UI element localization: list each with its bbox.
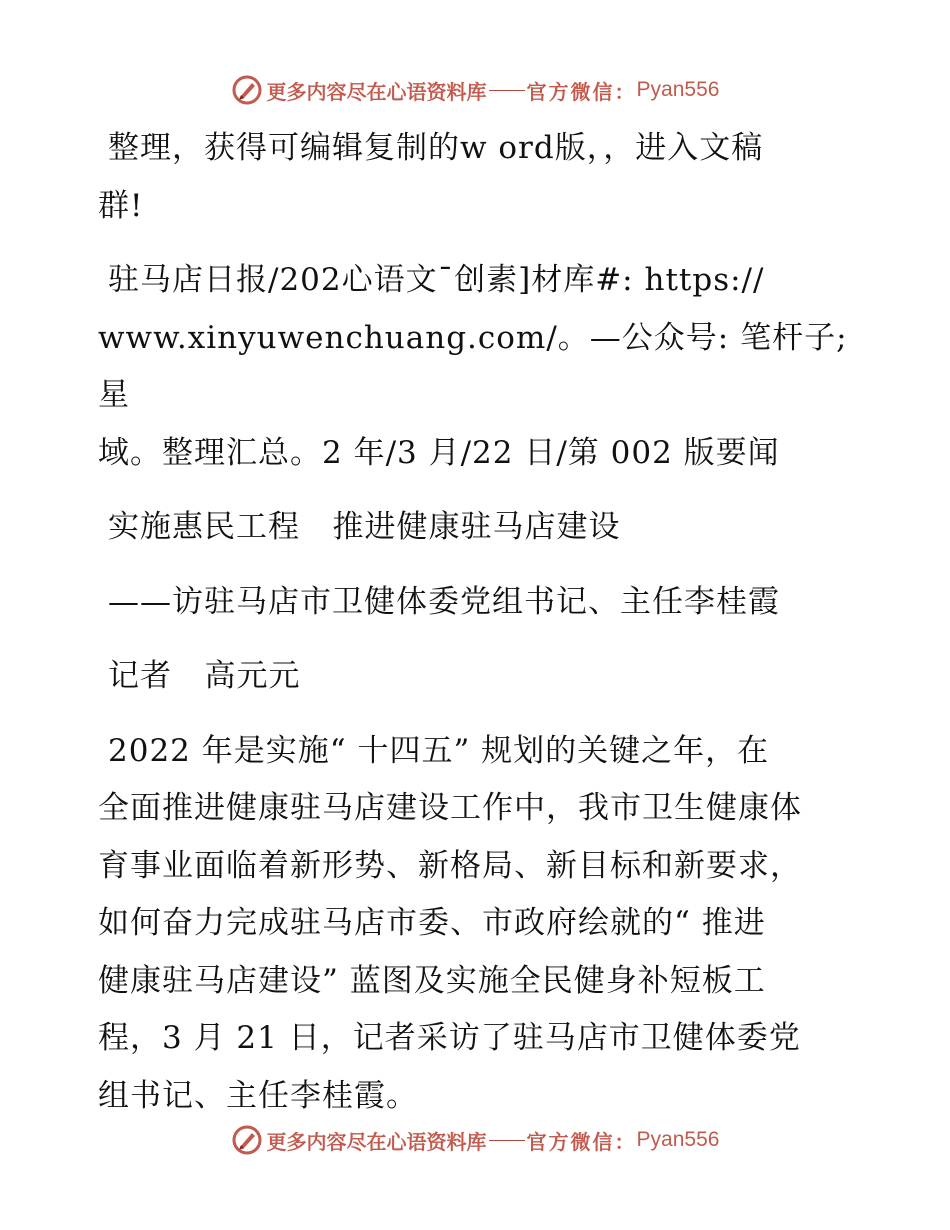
article-subtitle: [98, 574, 858, 632]
text-line: 程，3 月 21 日，记者采访了驻马店市卫健体委党: [98, 1020, 801, 1056]
text-line: 健康驻马店建设” 蓝图及实施全民健身补短板工: [98, 962, 766, 999]
banner-divider: [489, 90, 525, 91]
text-line: www.xinyuwenchuang.com/。—公众号: 笔杆子;星: [98, 319, 848, 413]
text-line: ——访驻马店市卫健体委党组书记、主任李桂霞: [108, 583, 780, 620]
text-line: 群!: [98, 187, 144, 224]
pen-logo-icon: [231, 1124, 263, 1156]
banner-divider: [489, 1140, 525, 1141]
document-body: [98, 120, 858, 1125]
paragraph-notice: [98, 120, 858, 235]
footer-banner: [0, 1120, 950, 1160]
pen-logo-icon: [231, 74, 263, 106]
paragraph-source: [98, 252, 858, 482]
text-line: 如何奋力完成驻马店市委、市政府绘就的“ 推进: [98, 905, 766, 941]
text-line: 实施惠民工程 推进健康驻马店建设: [108, 509, 621, 545]
article-byline: [98, 648, 858, 706]
text-line: 组书记、主任李桂霞。: [98, 1077, 418, 1114]
text-line: 全面推进健康驻马店建设工作中，我市卫生健康体: [98, 790, 802, 826]
banner-account: Pyan556: [636, 78, 720, 101]
text-line: 域。整理汇总。2 年/3 月/22 日/第 002 版要闻: [98, 434, 780, 471]
banner-account: Pyan556: [636, 1128, 720, 1151]
banner-main-text: 更多内容尽在心语资料库: [266, 79, 487, 104]
banner-official-label: 官方微信：: [526, 1129, 637, 1154]
banner-official-label: 官方微信：: [526, 79, 637, 104]
header-banner: [0, 70, 950, 110]
text-line: 2022 年是实施“ 十四五” 规划的关键之年，在: [108, 732, 770, 769]
text-line: 整理，获得可编辑复制的w ord版，，进入文稿: [108, 130, 764, 166]
banner-main-text: 更多内容尽在心语资料库: [266, 1129, 487, 1154]
article-title: [98, 499, 858, 557]
text-line: 驻马店日报/202心语文¯创素]材库#: https://: [108, 262, 765, 298]
text-line: 育事业面临着新形势、新格局、新目标和新要求，: [98, 847, 802, 884]
text-line: 记者 高元元: [108, 658, 301, 694]
article-paragraph: [98, 723, 858, 1126]
